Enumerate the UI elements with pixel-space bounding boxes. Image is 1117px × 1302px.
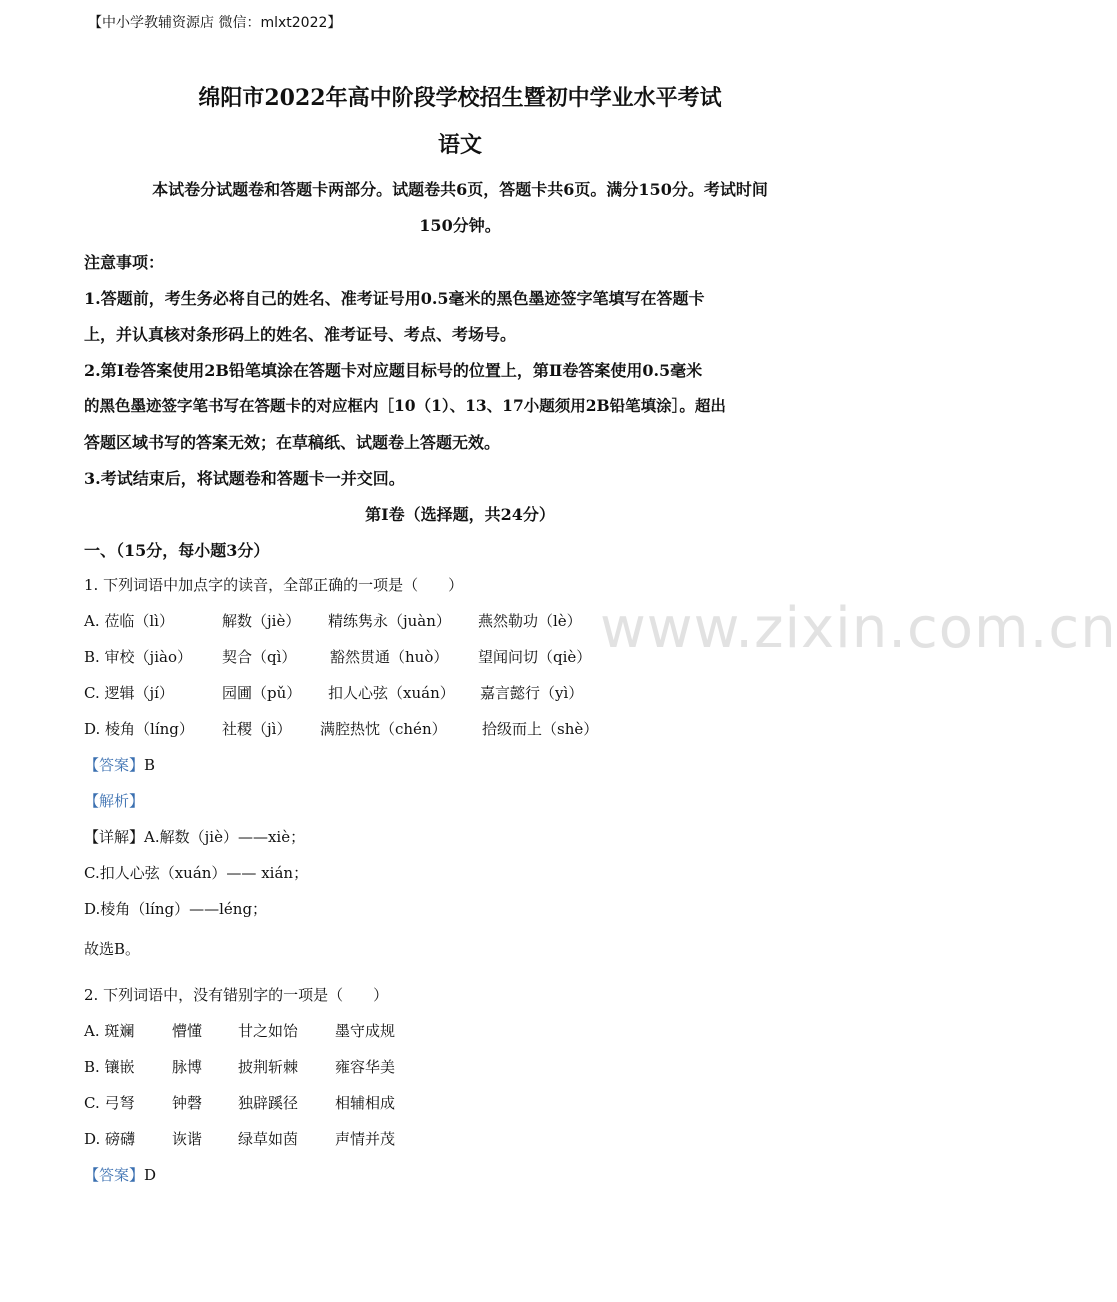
q2-option-d-3: 绿草如茵 [238,1130,299,1148]
answer-value: D [144,1166,157,1184]
detail-line: D.棱角（líng）——léng； [84,900,268,918]
q2-option-d-2: 诙谐 [172,1130,203,1148]
q1-option-d-4: 拾级而上（shè） [482,720,599,738]
q1-option-d-3: 满腔热忱（chén） [320,720,447,738]
question-2-answer [84,1164,156,1185]
q1-option-c-1: C. 逻辑（jí） [84,684,174,702]
q2-option-a-1: A. 斑斓 [84,1022,135,1040]
answer-tag: 【答案】 [84,1166,145,1184]
exam-title: 绵阳市2022年高中阶段学校招生暨初中学业水平考试 [198,85,722,111]
section-heading: 一、（15分，每小题3分） [84,541,270,560]
notice-line: 3.考试结束后，将试题卷和答题卡一并交回。 [84,469,405,488]
detail-line: A.解数（jiè）——xiè； [144,828,306,846]
q1-option-b-1: B. 审校（jiào） [84,648,192,666]
question-2-stem: 2. 下列词语中，没有错别字的一项是（ ） [84,986,389,1004]
q1-option-a-3: 精练隽永（juàn） [328,612,451,630]
notice-line: 的黑色墨迹签字笔书写在答题卡的对应框内［10（1）、13、17小题须用2B铅笔填涂］。超出 [84,396,726,415]
notice-heading: 注意事项： [84,253,165,272]
q1-option-c-2: 园圃（pǔ） [222,684,302,702]
q2-option-c-1: C. 弓弩 [84,1094,135,1112]
notice-line: 上，并认真核对条形码上的姓名、准考证号、考点、考场号。 [84,325,517,344]
notice-line: 2.第Ⅰ卷答案使用2B铅笔填涂在答题卡对应题目标号的位置上，第Ⅱ卷答案使用0.5毫米 [84,361,703,380]
question-1-detail [84,826,305,847]
q2-option-b-3: 披荆斩棘 [238,1058,299,1076]
notice-line: 答题区域书写的答案无效；在草稿纸、试题卷上答题无效。 [84,433,501,452]
q2-option-a-2: 懵懂 [172,1022,203,1040]
intro-line-1: 本试卷分试题卷和答题卡两部分。试题卷共6页，答题卡共6页。满分150分。考试时间 [152,180,768,199]
q2-option-b-2: 脉博 [172,1058,203,1076]
q1-option-a-4: 燕然勒功（lè） [478,612,582,630]
header-note: 【中小学教辅资源店 微信：mlxt2022】 [88,15,342,31]
q2-option-d-1: D. 磅礴 [84,1130,136,1148]
q1-option-d-1: D. 棱角（líng） [84,720,194,738]
q1-option-b-3: 豁然贯通（huò） [330,648,449,666]
detail-line: C.扣人心弦（xuán）—— xián； [84,864,309,882]
q1-option-a-1: A. 莅临（lì） [84,612,174,630]
q1-option-b-4: 望闻问切（qiè） [478,648,592,666]
question-1-stem: 1. 下列词语中加点字的读音，全部正确的一项是（ ） [84,576,464,594]
watermark: www.zixin.com.cn [600,596,1117,661]
detail-tag: 【详解】 [84,828,145,846]
answer-value: B [144,756,156,774]
q1-option-c-3: 扣人心弦（xuán） [328,684,455,702]
notice-line: 1.答题前，考生务必将自己的姓名、准考证号用0.5毫米的黑色墨迹签字笔填写在答题卡 [84,289,705,308]
q1-option-d-2: 社稷（jì） [222,720,292,738]
q2-option-a-3: 甘之如饴 [238,1022,299,1040]
q2-option-c-3: 独辟蹊径 [238,1094,299,1112]
q2-option-a-4: 墨守成规 [335,1022,396,1040]
analysis-tag: 【解析】 [84,792,145,810]
volume-heading: 第Ⅰ卷（选择题，共24分） [365,505,555,524]
intro-line-2: 150分钟。 [419,216,501,235]
exam-subject: 语文 [437,132,482,158]
q2-option-b-1: B. 镶嵌 [84,1058,135,1076]
q2-option-d-4: 声情并茂 [335,1130,396,1148]
detail-line: 故选B。 [84,940,141,958]
q1-option-c-4: 嘉言懿行（yì） [480,684,584,702]
q2-option-c-4: 相辅相成 [335,1094,396,1112]
q1-option-b-2: 契合（qì） [222,648,297,666]
question-1-answer [84,754,155,775]
answer-tag: 【答案】 [84,756,145,774]
q1-option-a-2: 解数（jiè） [222,612,301,630]
q2-option-c-2: 钟磬 [172,1094,203,1112]
q2-option-b-4: 雍容华美 [335,1058,396,1076]
